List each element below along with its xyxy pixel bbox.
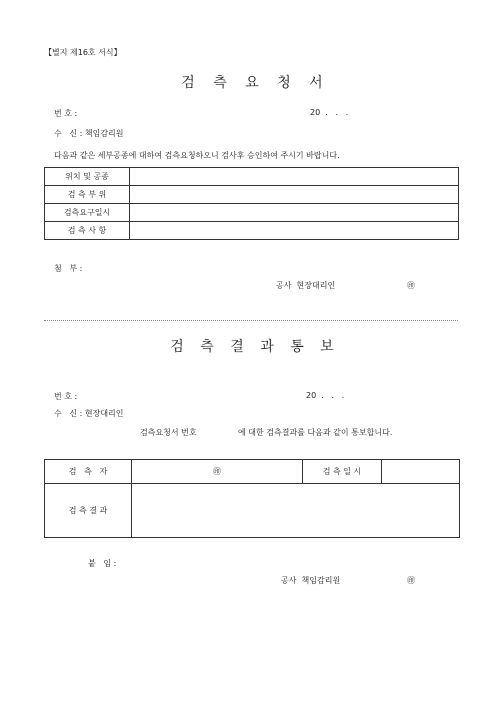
inspector-label: 검 측 자 [45, 460, 132, 484]
table-row [45, 186, 459, 204]
row-label-location: 위치 및 공종 [45, 168, 130, 186]
table-row [45, 222, 459, 240]
row-value-part[interactable] [130, 186, 459, 204]
table-row [45, 460, 460, 484]
notice-recipient: 수 신 : 현장대리인 [54, 409, 124, 418]
notice-number-label: 번 호 : [54, 392, 78, 401]
section-divider [44, 320, 458, 321]
notice-body-suffix: 에 대한 검측결과를 다음과 같이 통보합니다. [238, 428, 393, 437]
notice-table [44, 459, 460, 538]
row-label-items: 검 측 사 항 [45, 222, 130, 240]
request-recipient: 수 신 : 책임감리원 [54, 129, 124, 138]
inspector-value[interactable] [132, 460, 303, 484]
notice-seal-mark: ㊞ [407, 576, 415, 585]
notice-title: 검 측 결 과 통 보 [170, 339, 334, 355]
notice-date: 20 . . . [306, 391, 345, 400]
inspector-seal-mark: ㊞ [213, 467, 221, 476]
request-body-text: 다음과 같은 세부공종에 대하여 검측요청하오니 검사후 승인하여 주시기 바랍니다. [54, 151, 340, 160]
form-reference: 【별지 제16호 서식】 [44, 48, 122, 57]
row-label-part: 검 측 부 위 [45, 186, 130, 204]
row-value-request-time[interactable] [130, 204, 459, 222]
request-signer: 공사 현장대리인 [276, 281, 336, 290]
request-seal-mark: ㊞ [407, 281, 415, 290]
table-row [45, 204, 459, 222]
table-row [45, 484, 460, 538]
request-number-label: 번 호 : [54, 109, 78, 118]
notice-attachment-label: 붙 임 : [88, 559, 117, 568]
request-attachment-label: 첨 부 : [54, 264, 83, 273]
request-title: 검 측 요 청 서 [181, 75, 323, 91]
inspection-date-label: 검 측 일 시 [303, 460, 382, 484]
result-value[interactable] [132, 484, 460, 538]
inspection-date-value[interactable] [382, 460, 460, 484]
row-label-request-time: 검측요구일시 [45, 204, 130, 222]
notice-signer: 공사 책임감리원 [281, 576, 341, 585]
notice-body-prefix: 검측요청서 번호 [140, 428, 197, 437]
request-table [44, 167, 459, 240]
row-value-items[interactable] [130, 222, 459, 240]
request-date: 20 . . . [310, 108, 349, 117]
result-label: 검 측 결 과 [45, 484, 132, 538]
table-row [45, 168, 459, 186]
row-value-location[interactable] [130, 168, 459, 186]
